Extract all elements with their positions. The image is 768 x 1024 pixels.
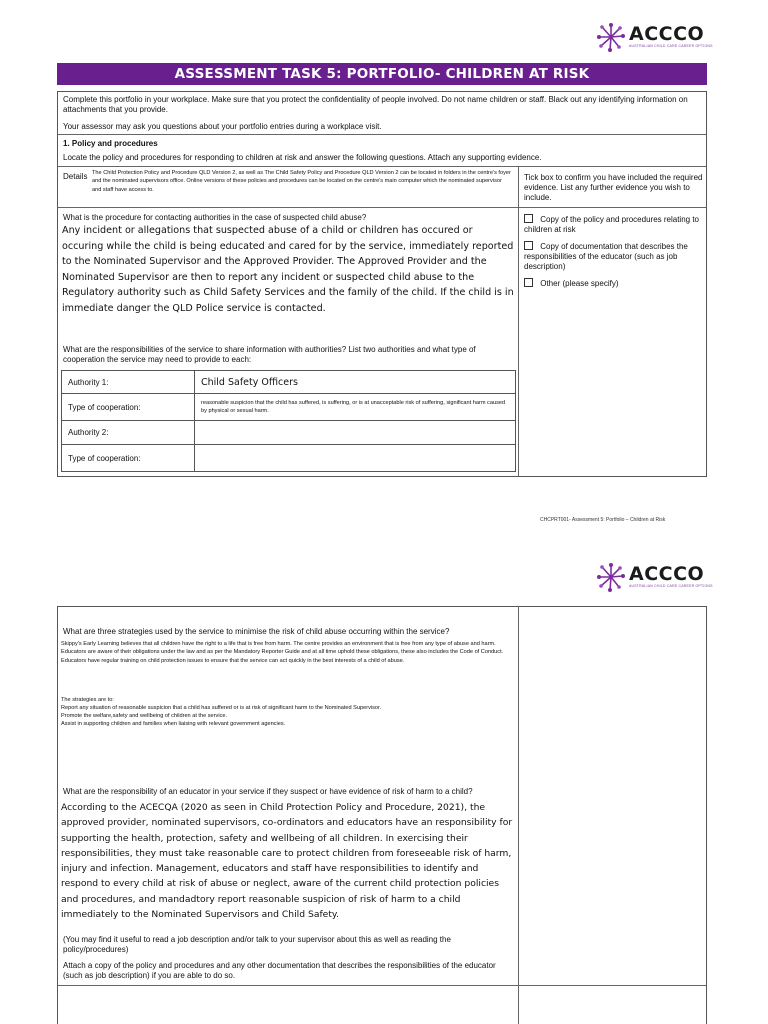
- starburst-logo-icon: [596, 562, 626, 592]
- table-row: [62, 445, 516, 472]
- logo-name: ACCCO: [629, 563, 705, 586]
- checklist-label: Other (please specify): [540, 279, 619, 288]
- authority-label: Authority 2:: [62, 421, 195, 445]
- logo-name: ACCCO: [629, 23, 705, 46]
- page-footer: CHCPRT001- Assessment 5: Portfolio – Children at Risk: [540, 517, 666, 523]
- divider: [58, 985, 706, 986]
- accco-logo: [596, 22, 713, 52]
- cooperation-value[interactable]: reasonable suspicion that the child has suffered, is suffering, or is at unacceptable risk of suffering, significant harm caused by physical or sexual harm.: [195, 394, 516, 421]
- question-educator-responsibility: What are the responsibility of an educator in your service if they suspect or have evidence of risk of harm to a child?: [63, 787, 473, 796]
- strategies-heading: The strategies are to:: [61, 697, 114, 703]
- divider: [58, 134, 706, 135]
- table-row: [62, 371, 516, 394]
- checklist-item[interactable]: [524, 278, 704, 289]
- column-divider: [518, 606, 519, 1024]
- starburst-logo-icon: [596, 22, 626, 52]
- strategy-item: Report any situation of reasonable suspicion that a child has suffered or is at risk of significant harm to the Nominated Supervisor.: [61, 705, 382, 711]
- answer-educator-responsibility: According to the ACECQA (2020 as seen in Child Protection Policy and Procedure, 2021), the approved provider, nominated supervisors, co-ordinators and educators have an responsibility for supporting the health, protection, safety and wellbeing of all children. In exercising their responsibilities, they must take reasonable care to protect children from foreseeable risk of harm, injury and infection. Management, educators and staff have responsibilities to identify and respond to every child at risk of abuse or neglect, aware of the current child protection policies and procedures, and mandadtory report reasonable suspicion of risk of harm to a child immediately to the Nominated Supervisors and Child Safety.: [61, 802, 513, 921]
- question-share-information: What are the responsibilities of the service to share information with authorities? List two authorities and what type of cooperation the service may need to provide to each:: [63, 345, 476, 364]
- evidence-checklist: [524, 214, 704, 289]
- section-title: 1. Policy and procedures: [63, 139, 158, 148]
- cooperation-value[interactable]: [195, 445, 516, 472]
- logo-tagline: AUSTRALIAN CHILD CARE CAREER OPTIONS: [629, 584, 713, 589]
- section-description: Locate the policy and procedures for responding to children at risk and answer the following questions. Attach any supporting evidence.: [63, 153, 542, 162]
- question-strategies: What are three strategies used by the service to minimise the risk of child abuse occurring within the service?: [63, 627, 450, 636]
- educator-responsibilities-checkbox[interactable]: [524, 241, 533, 250]
- divider: [58, 207, 706, 208]
- note-job-description: (You may find it useful to read a job description and/or talk to your supervisor about this as well as reading the policy/procedures): [63, 935, 451, 954]
- details-text: The Child Protection Policy and Procedure QLD Version 2, as well as The Child Safety Policy and Procedure QLD Version 2 can be located in folders in the centre's foyer and the nominated supervisors office. Online versions of these policies and procedures can be located on the centre's main computer which the nominated supervisor and staff have access to.: [92, 170, 511, 193]
- assessor-note: Your assessor may ask you questions about your portfolio entries during a workplace visit.: [63, 122, 382, 131]
- strategy-item: Promote the welfare,safety and wellbeing of children at the service.: [61, 713, 228, 719]
- answer-contact-authorities: Any incident or allegations that suspected abuse of a child or children has occured or occuring while the child is being educated and cared for by the service, immediately reported to the Nominated Supervisor and the Approved Provider. The Approved Provider and the Nominated Supervisor are then to report any incident or suspected child abuse to the Regulatory authority such as Child Safety Services and the family of the child. If the child is in immediate danger the QLD Police service is contacted.: [62, 225, 514, 314]
- cooperation-label: Type of cooperation:: [62, 445, 195, 472]
- assessment-title-banner: ASSESSMENT TASK 5: PORTFOLIO- CHILDREN AT RISK: [57, 63, 707, 85]
- column-divider: [518, 166, 519, 477]
- other-checkbox[interactable]: [524, 278, 533, 287]
- authority-label: Authority 1:: [62, 371, 195, 394]
- question-contact-authorities: What is the procedure for contacting authorities in the case of suspected child abuse?: [63, 213, 367, 222]
- checklist-item[interactable]: [524, 214, 704, 235]
- details-label: Details: [63, 172, 88, 181]
- accco-logo: [596, 562, 713, 592]
- cooperation-label: Type of cooperation:: [62, 394, 195, 421]
- table-row: [62, 421, 516, 445]
- answer-strategies-intro: Skippy's Early Learning believes that all children have the right to a life that is free from harm. The centre provides an environment that is free from any type of abuse and harm. Educators are aware of their obligations under the law and as per the Mandatory Reporter Guide and at all time uphold these obligations, these also includes the Code of Conduct. Educators have regular training on child protection issues to ensure that the service can act quickly in the best interests of a child of abuse.: [61, 641, 504, 664]
- policy-copy-checkbox[interactable]: [524, 214, 533, 223]
- authority-value[interactable]: [195, 421, 516, 445]
- authority-value[interactable]: Child Safety Officers: [195, 371, 516, 394]
- table-row: [62, 394, 516, 421]
- checklist-label: Copy of the policy and procedures relating to children at risk: [524, 215, 699, 234]
- note-attach-documents: Attach a copy of the policy and procedures and any other documentation that describes the responsibilities of the educator (such as job description) if you are able to do so.: [63, 961, 496, 980]
- logo-tagline: AUSTRALIAN CHILD CARE CAREER OPTIONS: [629, 44, 713, 49]
- tickbox-instruction: Tick box to confirm you have included the required evidence. List any further evidence you wish to include.: [524, 173, 703, 202]
- authority-table: [61, 370, 516, 472]
- checklist-label: Copy of documentation that describes the responsibilities of the educator (such as job description): [524, 242, 688, 271]
- strategy-item: Assist in supporting children and families when liaising with relevant government agencies.: [61, 721, 286, 727]
- divider: [58, 166, 706, 167]
- intro-text: Complete this portfolio in your workplace. Make sure that you protect the confidentiality of people involved. Do not name children or staff. Black out any identifying information on attachments that you provide.: [63, 95, 688, 114]
- checklist-item[interactable]: [524, 241, 704, 272]
